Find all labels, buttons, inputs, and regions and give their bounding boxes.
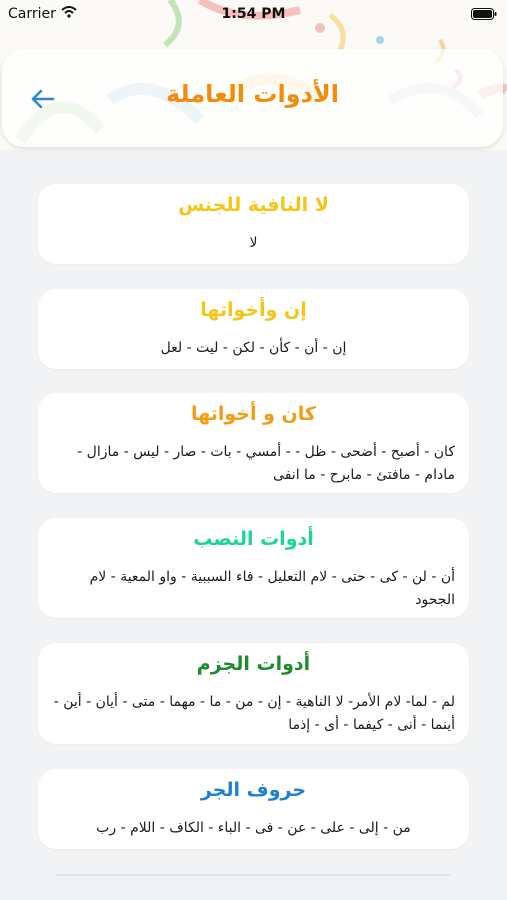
card-body: من - إلى - على - عن - فى - الباء - الكاف - اللام - رب bbox=[96, 820, 411, 836]
card-title: كان و أخواتها bbox=[191, 403, 316, 425]
card-body: إن - أن - كأن - لكن - ليت - لعل bbox=[160, 340, 347, 356]
card-jar-letters[interactable] bbox=[38, 769, 469, 849]
card-inna-sisters[interactable] bbox=[38, 289, 469, 369]
carrier-label: Carrier bbox=[8, 6, 56, 22]
card-nasb-tools[interactable] bbox=[38, 518, 469, 618]
header-bar bbox=[2, 49, 503, 147]
card-body: كان - أصبح - أضحى - ظل - - أمسي - بات - صار - ليس - مازال - مادام - مافتئ - مابرح - ما انفى bbox=[77, 444, 455, 483]
card-title: حروف الجر bbox=[200, 779, 307, 801]
card-title: أدوات الجزم bbox=[196, 653, 311, 675]
status-time: 1:54 PM bbox=[221, 6, 286, 22]
card-title: إن وأخواتها bbox=[200, 299, 307, 321]
status-bar bbox=[0, 0, 507, 30]
divider bbox=[56, 874, 451, 876]
page-title: الأدوات العاملة bbox=[165, 80, 340, 108]
card-body: لا bbox=[249, 235, 258, 251]
card-title: أدوات النصب bbox=[193, 528, 314, 550]
battery-icon bbox=[471, 8, 497, 24]
card-title: لا النافية للجنس bbox=[178, 194, 329, 216]
card-jazm-tools[interactable] bbox=[38, 643, 469, 744]
card-kana-sisters[interactable] bbox=[38, 393, 469, 493]
card-la-nafiya[interactable] bbox=[38, 184, 469, 264]
card-body: أن - لن - كى - حتى - لام التعليل - فاء السببية - واو المعية - لام الجحود bbox=[89, 569, 455, 608]
card-body: لم - لما- لام الأمر- لا الناهية - إن - من - ما - مهما - متى - أيان - أين - أينما - أنى - كيفما - أى - إذما bbox=[53, 694, 455, 733]
